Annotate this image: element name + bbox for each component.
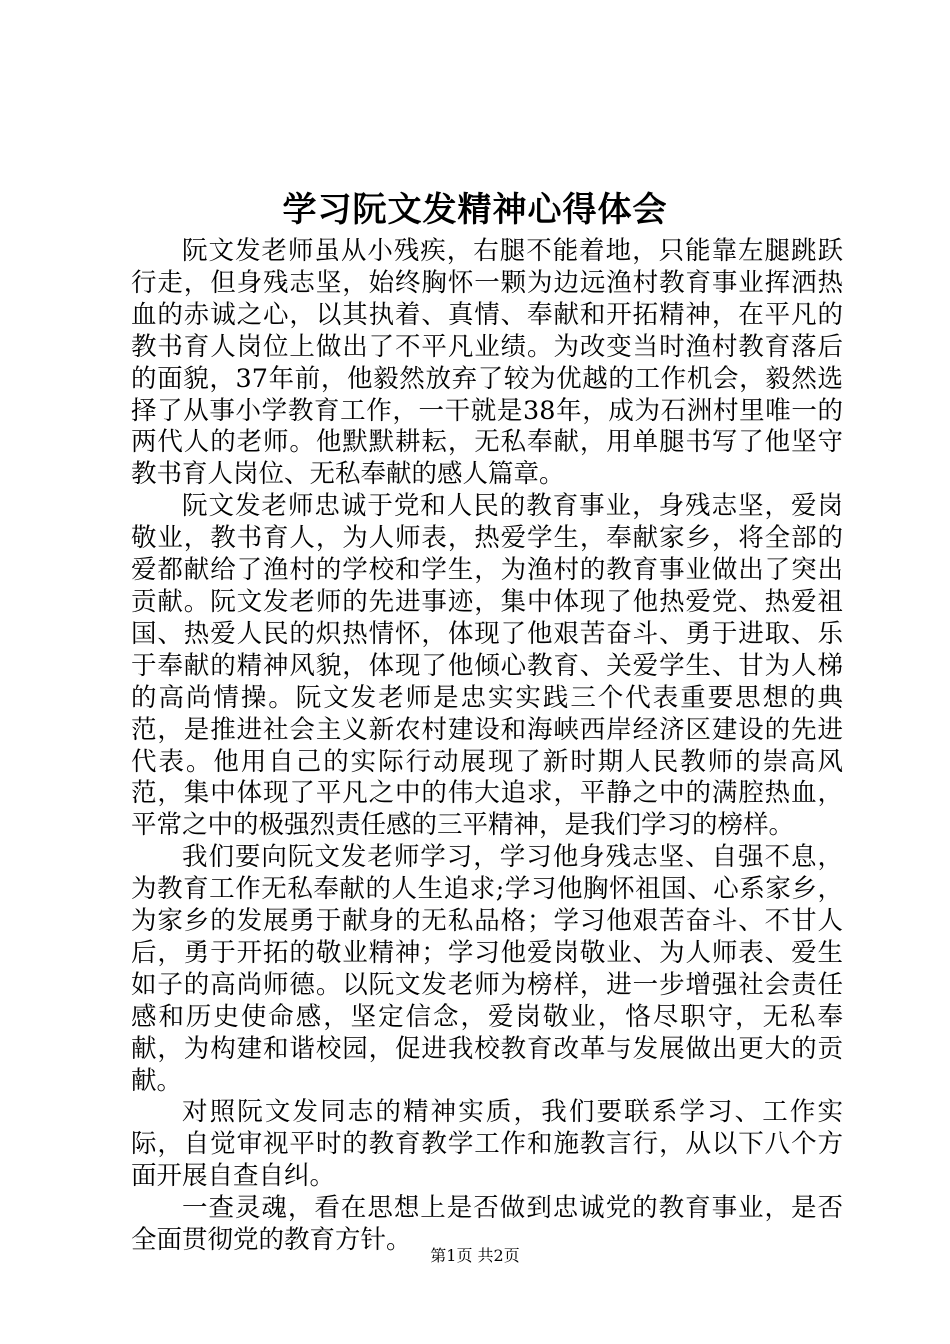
document-title: 学习阮文发精神心得体会 — [282, 190, 668, 230]
paragraph-4: 对照阮文发同志的精神实质，我们要联系学习、工作实际，自觉审视平时的教育教学工作和施教言行，从以下八个方面开展自查自纠。 — [131, 1097, 843, 1192]
paragraph-2: 阮文发老师忠诚于党和人民的教育事业，身残志坚，爱岗敬业，教书育人，为人师表，热爱学生，奉献家乡，将全部的爱都献给了渔村的学校和学生，为渔村的教育事业做出了突出贡献。阮文发老师的先进事迹，集中体现了他热爱党、热爱祖国、热爱人民的炽热情怀，体现了他艰苦奋斗、勇于进取、乐于奉献的精神风貌，体现了他倾心教育、关爱学生、甘为人梯的高尚情操。阮文发老师是忠实实践三个代表重要思想的典范，是推进社会主义新农村建设和海峡西岸经济区建设的先进代表。他用自己的实际行动展现了新时期人民教师的崇高风范，集中体现了平凡之中的伟大追求，平静之中的满腔热血，平常之中的极强烈责任感的三平精神，是我们学习的榜样。 — [131, 491, 843, 841]
paragraph-5: 一查灵魂，看在思想上是否做到忠诚党的教育事业，是否全面贯彻党的教育方针。 — [131, 1193, 843, 1256]
page-number-footer: 第1页 共2页 — [430, 1246, 520, 1265]
paragraph-1: 阮文发老师虽从小残疾，右腿不能着地，只能靠左腿跳跃行走，但身残志坚，始终胸怀一颗为边远渔村教育事业挥洒热血的赤诚之心，以其执着、真情、奉献和开拓精神，在平凡的教书育人岗位上做出了不平凡业绩。为改变当时渔村教育落后的面貌，37年前，他毅然放弃了较为优越的工作机会，毅然选择了从事小学教育工作，一干就是38年，成为石洲村里唯一的两代人的老师。他默默耕耘，无私奉献，用单腿书写了他坚守教书育人岗位、无私奉献的感人篇章。 — [131, 236, 843, 490]
document-body — [131, 236, 843, 1257]
paragraph-3: 我们要向阮文发老师学习，学习他身残志坚、自强不息，为教育工作无私奉献的人生追求;学习他胸怀祖国、心系家乡，为家乡的发展勇于献身的无私品格；学习他艰苦奋斗、不甘人后，勇于开拓的敬业精神；学习他爱岗敬业、为人师表、爱生如子的高尚师德。以阮文发老师为榜样，进一步增强社会责任感和历史使命感，坚定信念，爱岗敬业，恪尽职守，无私奉献，为构建和谐校园，促进我校教育改革与发展做出更大的贡献。 — [131, 842, 843, 1096]
